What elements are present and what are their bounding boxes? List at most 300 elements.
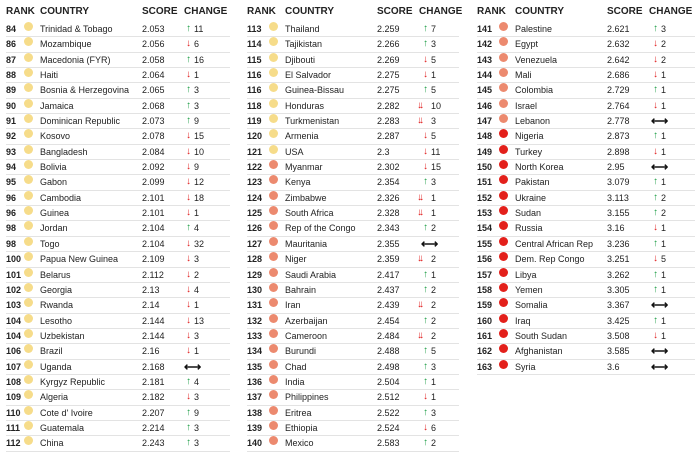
score-value: 2.101 <box>142 208 165 219</box>
score-value: 2.214 <box>142 422 165 433</box>
arrow-up-icon: ↑ <box>423 23 428 34</box>
score-value: 2.3 <box>377 146 390 157</box>
table-row <box>6 283 230 298</box>
change-value: 5 <box>661 254 667 265</box>
rank-value: 114 <box>247 39 262 50</box>
peace-level-dot <box>24 344 33 353</box>
table-row <box>247 191 459 206</box>
rank-value: 154 <box>477 223 493 234</box>
score-value: 2.182 <box>142 392 165 403</box>
table-row <box>247 436 459 451</box>
table-row <box>6 221 230 236</box>
change-value: 15 <box>431 162 442 173</box>
arrow-up-icon: ↑ <box>423 176 428 188</box>
score-value: 2.524 <box>377 422 400 433</box>
table-row <box>6 53 230 68</box>
rank-value: 156 <box>477 254 493 265</box>
table-row <box>477 114 695 129</box>
arrow-up-icon: ↑ <box>653 130 658 142</box>
table-row <box>247 68 459 83</box>
table-row <box>247 99 459 114</box>
score-value: 2.068 <box>142 100 165 111</box>
rank-value: 113 <box>247 24 262 34</box>
rank-value: 162 <box>477 346 493 357</box>
arrow-up-icon: ↑ <box>423 314 428 326</box>
score-value: 2.168 <box>142 361 165 372</box>
rank-value: 98 <box>6 238 17 249</box>
change-value: 2 <box>431 300 437 311</box>
score-value: 2.302 <box>377 162 400 173</box>
rank-value: 157 <box>477 269 493 280</box>
score-value: 2.056 <box>142 39 165 50</box>
table-row <box>247 129 459 144</box>
peace-level-dot <box>24 206 33 215</box>
rank-value: 130 <box>247 284 263 295</box>
change-value: 4 <box>194 223 200 234</box>
table-row <box>477 175 695 190</box>
score-value: 2.104 <box>142 223 165 234</box>
table-row <box>477 68 695 83</box>
rank-value: 101 <box>6 269 22 280</box>
country-name: North Korea <box>515 162 564 173</box>
arrow-up-icon: ↑ <box>423 375 428 387</box>
table-row <box>6 22 230 37</box>
score-value: 2.092 <box>142 162 165 173</box>
peace-level-dot <box>499 314 508 323</box>
change-value: 1 <box>431 376 437 387</box>
arrow-up-icon: ↑ <box>186 375 191 387</box>
country-name: Kosovo <box>40 131 71 142</box>
country-name: Dominican Republic <box>40 116 121 127</box>
score-value: 2.058 <box>142 54 165 65</box>
country-name: El Salvador <box>285 70 332 81</box>
change-value: 3 <box>194 254 200 265</box>
country-name: Colombia <box>515 85 554 96</box>
arrow-up-icon: ↑ <box>186 406 191 418</box>
score-value: 2.101 <box>142 192 165 203</box>
table-row <box>247 375 459 390</box>
peace-level-dot <box>269 298 278 307</box>
score-value: 2.764 <box>607 100 630 111</box>
country-name: Iran <box>285 300 301 311</box>
peace-level-dot <box>24 252 33 261</box>
arrow-down-icon: ↓↓ <box>417 299 421 311</box>
arrow-up-icon: ↑ <box>653 84 658 96</box>
peace-level-dot <box>499 37 508 46</box>
arrow-left-right-icon: ⟷ <box>184 359 202 374</box>
change-value: 6 <box>431 422 437 433</box>
peace-level-dot <box>269 375 278 384</box>
change-value: 7 <box>431 24 437 34</box>
table-row <box>247 298 459 313</box>
rank-value: 138 <box>247 407 263 418</box>
change-value: 3 <box>194 100 200 111</box>
peace-level-dot <box>269 83 278 92</box>
country-name: Nigeria <box>515 131 544 142</box>
arrow-up-icon: ↑ <box>653 207 658 219</box>
score-value: 2.632 <box>607 39 630 50</box>
rank-value: 134 <box>247 346 263 357</box>
peace-level-dot <box>269 37 278 46</box>
rank-header: RANK <box>477 6 506 17</box>
rank-value: 120 <box>247 131 263 142</box>
rank-value: 116 <box>247 70 262 81</box>
ranking-rows <box>6 22 230 452</box>
table-row <box>6 114 230 129</box>
arrow-down-icon: ↓ <box>186 253 191 265</box>
arrow-up-icon: ↑ <box>653 176 658 188</box>
rank-value: 104 <box>6 315 22 326</box>
arrow-up-icon: ↑ <box>423 222 428 234</box>
change-value: 1 <box>661 238 667 249</box>
table-row <box>247 237 459 252</box>
change-value: 1 <box>431 392 437 403</box>
change-value: 9 <box>194 116 200 127</box>
change-value: 1 <box>661 330 667 341</box>
score-value: 2.355 <box>377 238 400 249</box>
arrow-down-icon: ↓ <box>186 191 191 203</box>
rank-value: 98 <box>6 223 17 234</box>
table-row <box>6 421 230 436</box>
country-name: Togo <box>40 238 60 249</box>
peace-level-dot <box>499 114 508 123</box>
peace-level-dot <box>269 145 278 154</box>
score-header: SCORE <box>377 6 413 17</box>
change-value: 3 <box>431 116 437 127</box>
arrow-up-icon: ↑ <box>423 360 428 372</box>
country-name: Thailand <box>285 24 320 34</box>
rank-value: 94 <box>6 162 17 173</box>
country-name: Palestine <box>515 24 553 34</box>
rank-value: 161 <box>477 330 493 341</box>
country-name: Burundi <box>285 346 317 357</box>
country-name: Rep of the Congo <box>285 223 356 234</box>
score-value: 2.112 <box>142 269 164 280</box>
score-value: 3.367 <box>607 300 630 311</box>
change-value: 3 <box>194 330 200 341</box>
peace-level-dot <box>24 360 33 369</box>
ranking-column-2 <box>247 0 463 452</box>
score-value: 2.287 <box>377 131 400 142</box>
country-name: Afghanistan <box>515 346 563 357</box>
peace-level-dot <box>269 252 278 261</box>
change-value: 1 <box>661 131 667 142</box>
score-value: 2.359 <box>377 254 400 265</box>
peace-level-dot <box>24 145 33 154</box>
change-value: 10 <box>194 146 205 157</box>
table-row <box>477 344 695 359</box>
rank-value: 136 <box>247 376 263 387</box>
country-name: China <box>40 438 64 449</box>
arrow-up-icon: ↑ <box>423 38 428 50</box>
arrow-up-icon: ↑ <box>186 99 191 111</box>
peace-level-dot <box>24 329 33 338</box>
score-value: 2.144 <box>142 315 165 326</box>
change-value: 1 <box>661 100 667 111</box>
score-header: SCORE <box>607 6 643 17</box>
peace-level-dot <box>269 99 278 108</box>
peace-level-dot <box>269 390 278 399</box>
rank-value: 133 <box>247 330 263 341</box>
country-name: Myanmar <box>285 162 323 173</box>
peace-level-dot <box>269 283 278 292</box>
rank-value: 84 <box>6 24 17 34</box>
score-value: 3.113 <box>607 192 629 203</box>
country-name: Uganda <box>40 361 72 372</box>
table-row <box>477 83 695 98</box>
change-value: 3 <box>661 24 667 34</box>
table-row <box>6 206 230 221</box>
rank-value: 128 <box>247 254 263 265</box>
country-name: Sudan <box>515 208 542 219</box>
change-value: 1 <box>661 70 667 81</box>
table-row <box>477 191 695 206</box>
peace-level-dot <box>499 344 508 353</box>
rank-value: 145 <box>477 85 493 96</box>
arrow-up-icon: ↑ <box>653 314 658 326</box>
score-value: 2.275 <box>377 85 400 96</box>
rank-value: 89 <box>6 85 17 96</box>
table-row <box>6 68 230 83</box>
change-value: 3 <box>431 177 437 188</box>
peace-level-dot <box>499 191 508 200</box>
peace-level-dot <box>24 129 33 138</box>
country-name: Lesotho <box>40 315 73 326</box>
country-name: Turkmenistan <box>285 116 340 127</box>
rank-value: 88 <box>6 70 17 81</box>
arrow-up-icon: ↑ <box>423 268 428 280</box>
change-value: 2 <box>431 284 437 295</box>
score-value: 2.484 <box>377 330 400 341</box>
rank-value: 155 <box>477 238 493 249</box>
table-row <box>247 252 459 267</box>
arrow-down-icon: ↓↓ <box>417 207 421 219</box>
score-value: 2.269 <box>377 54 400 65</box>
table-row <box>247 160 459 175</box>
score-value: 2.778 <box>607 116 630 127</box>
peace-level-dot <box>24 375 33 384</box>
country-name: Somalia <box>515 300 548 311</box>
arrow-down-icon: ↓ <box>186 130 191 142</box>
arrow-down-icon: ↓ <box>423 391 428 403</box>
table-row <box>6 344 230 359</box>
arrow-up-icon: ↑ <box>186 53 191 65</box>
score-value: 2.078 <box>142 131 165 142</box>
table-row <box>6 360 230 375</box>
rank-value: 109 <box>6 392 22 403</box>
peace-level-dot <box>269 160 278 169</box>
score-value: 2.729 <box>607 85 630 96</box>
arrow-left-right-icon: ⟷ <box>651 359 669 374</box>
change-header: CHANGE <box>184 6 228 17</box>
rank-value: 96 <box>6 192 17 203</box>
table-row <box>477 145 695 160</box>
rank-value: 140 <box>247 438 263 449</box>
change-value: 3 <box>431 361 437 372</box>
country-header: COUNTRY <box>515 6 565 17</box>
rank-value: 129 <box>247 269 263 280</box>
peace-level-dot <box>269 175 278 184</box>
table-row <box>6 390 230 405</box>
arrow-up-icon: ↑ <box>653 237 658 249</box>
country-name: Egypt <box>515 39 539 50</box>
country-name: Central African Rep <box>515 238 594 249</box>
score-value: 2.343 <box>377 223 400 234</box>
score-value: 2.104 <box>142 238 165 249</box>
change-value: 5 <box>431 131 437 142</box>
arrow-down-icon: ↓ <box>653 145 658 157</box>
rank-value: 87 <box>6 54 17 65</box>
country-name: Saudi Arabia <box>285 269 337 280</box>
peace-level-dot <box>499 68 508 77</box>
peace-level-dot <box>24 298 33 307</box>
peace-level-dot <box>24 314 33 323</box>
rank-value: 96 <box>6 208 17 219</box>
change-value: 4 <box>194 284 200 295</box>
table-row <box>247 421 459 436</box>
score-value: 2.583 <box>377 438 400 449</box>
country-name: India <box>285 376 305 387</box>
peace-level-dot <box>269 314 278 323</box>
change-value: 5 <box>431 54 437 65</box>
score-value: 3.236 <box>607 238 630 249</box>
country-name: Cambodia <box>40 192 82 203</box>
country-name: Lebanon <box>515 116 551 127</box>
arrow-down-icon: ↓ <box>186 145 191 157</box>
table-row <box>6 329 230 344</box>
arrow-down-icon: ↓ <box>423 421 428 433</box>
peace-level-dot <box>499 83 508 92</box>
table-row <box>247 114 459 129</box>
arrow-down-icon: ↓ <box>653 329 658 341</box>
score-value: 2.498 <box>377 361 400 372</box>
ranking-column-3 <box>477 0 695 375</box>
rank-value: 147 <box>477 116 493 127</box>
country-name: Russia <box>515 223 543 234</box>
rank-value: 103 <box>6 300 22 311</box>
arrow-down-icon: ↓ <box>423 69 428 81</box>
rank-value: 146 <box>477 100 493 111</box>
rank-value: 148 <box>477 131 493 142</box>
peace-level-dot <box>269 53 278 62</box>
arrow-down-icon: ↓ <box>653 253 658 265</box>
peace-level-dot <box>499 221 508 230</box>
country-name: Ethiopia <box>285 422 318 433</box>
rank-value: 90 <box>6 100 17 111</box>
table-row <box>247 314 459 329</box>
change-value: 2 <box>431 438 437 449</box>
score-value: 2.439 <box>377 300 400 311</box>
score-value: 3.079 <box>607 177 630 188</box>
change-value: 3 <box>194 392 200 403</box>
arrow-down-icon: ↓ <box>653 53 658 65</box>
score-value: 2.275 <box>377 70 400 81</box>
table-row <box>247 344 459 359</box>
score-header: SCORE <box>142 6 178 17</box>
peace-level-dot <box>24 160 33 169</box>
country-name: Jordan <box>40 223 68 234</box>
change-value: 1 <box>661 177 667 188</box>
arrow-up-icon: ↑ <box>186 84 191 96</box>
country-name: Tajikistan <box>285 39 323 50</box>
table-row <box>247 175 459 190</box>
table-row <box>477 206 695 221</box>
score-value: 3.508 <box>607 330 630 341</box>
country-name: Uzbekistan <box>40 330 85 341</box>
country-name: Rwanda <box>40 300 74 311</box>
country-name: Israel <box>515 100 538 111</box>
rank-value: 132 <box>247 315 263 326</box>
peace-level-dot <box>269 268 278 277</box>
rank-value: 115 <box>247 54 262 65</box>
change-value: 1 <box>431 208 437 219</box>
table-row <box>6 314 230 329</box>
table-row <box>6 37 230 52</box>
country-name: Yemen <box>515 284 543 295</box>
change-value: 13 <box>194 315 205 326</box>
rank-value: 95 <box>6 177 17 188</box>
rank-value: 126 <box>247 223 263 234</box>
table-row <box>247 360 459 375</box>
change-value: 16 <box>194 54 205 65</box>
country-name: Zimbabwe <box>285 192 327 203</box>
peace-level-dot <box>269 221 278 230</box>
table-row <box>6 252 230 267</box>
arrow-up-icon: ↑ <box>186 421 191 433</box>
score-value: 2.243 <box>142 438 165 449</box>
rank-value: 150 <box>477 162 493 173</box>
change-value: 12 <box>194 177 205 188</box>
arrow-down-icon: ↓ <box>186 329 191 341</box>
score-value: 2.898 <box>607 146 630 157</box>
change-value: 1 <box>661 223 667 234</box>
peace-level-dot <box>24 390 33 399</box>
table-row <box>247 37 459 52</box>
peace-level-dot <box>499 99 508 108</box>
peace-level-dot <box>499 329 508 338</box>
country-name: Georgia <box>40 284 73 295</box>
rank-value: 158 <box>477 284 493 295</box>
country-name: Djibouti <box>285 54 316 65</box>
peace-level-dot <box>24 83 33 92</box>
score-value: 3.585 <box>607 346 630 357</box>
column-header <box>477 0 695 22</box>
score-value: 2.873 <box>607 131 630 142</box>
score-value: 2.144 <box>142 330 165 341</box>
peace-level-dot <box>24 268 33 277</box>
rank-value: 121 <box>247 146 263 157</box>
change-value: 1 <box>661 315 667 326</box>
score-value: 2.282 <box>377 100 400 111</box>
arrow-left-right-icon: ⟷ <box>651 344 669 359</box>
table-row <box>6 99 230 114</box>
country-name: Papua New Guinea <box>40 254 119 265</box>
score-value: 2.642 <box>607 54 630 65</box>
rank-header: RANK <box>6 6 35 17</box>
arrow-up-icon: ↑ <box>186 115 191 127</box>
score-value: 3.251 <box>607 254 630 265</box>
rank-header: RANK <box>247 6 276 17</box>
arrow-up-icon: ↑ <box>186 437 191 449</box>
table-row <box>247 390 459 405</box>
rank-value: 111 <box>6 422 21 433</box>
change-value: 9 <box>194 407 200 418</box>
country-name: Cameroon <box>285 330 328 341</box>
arrow-down-icon: ↓ <box>186 38 191 50</box>
change-value: 3 <box>431 407 437 418</box>
table-row <box>477 53 695 68</box>
arrow-up-icon: ↑ <box>653 23 658 34</box>
